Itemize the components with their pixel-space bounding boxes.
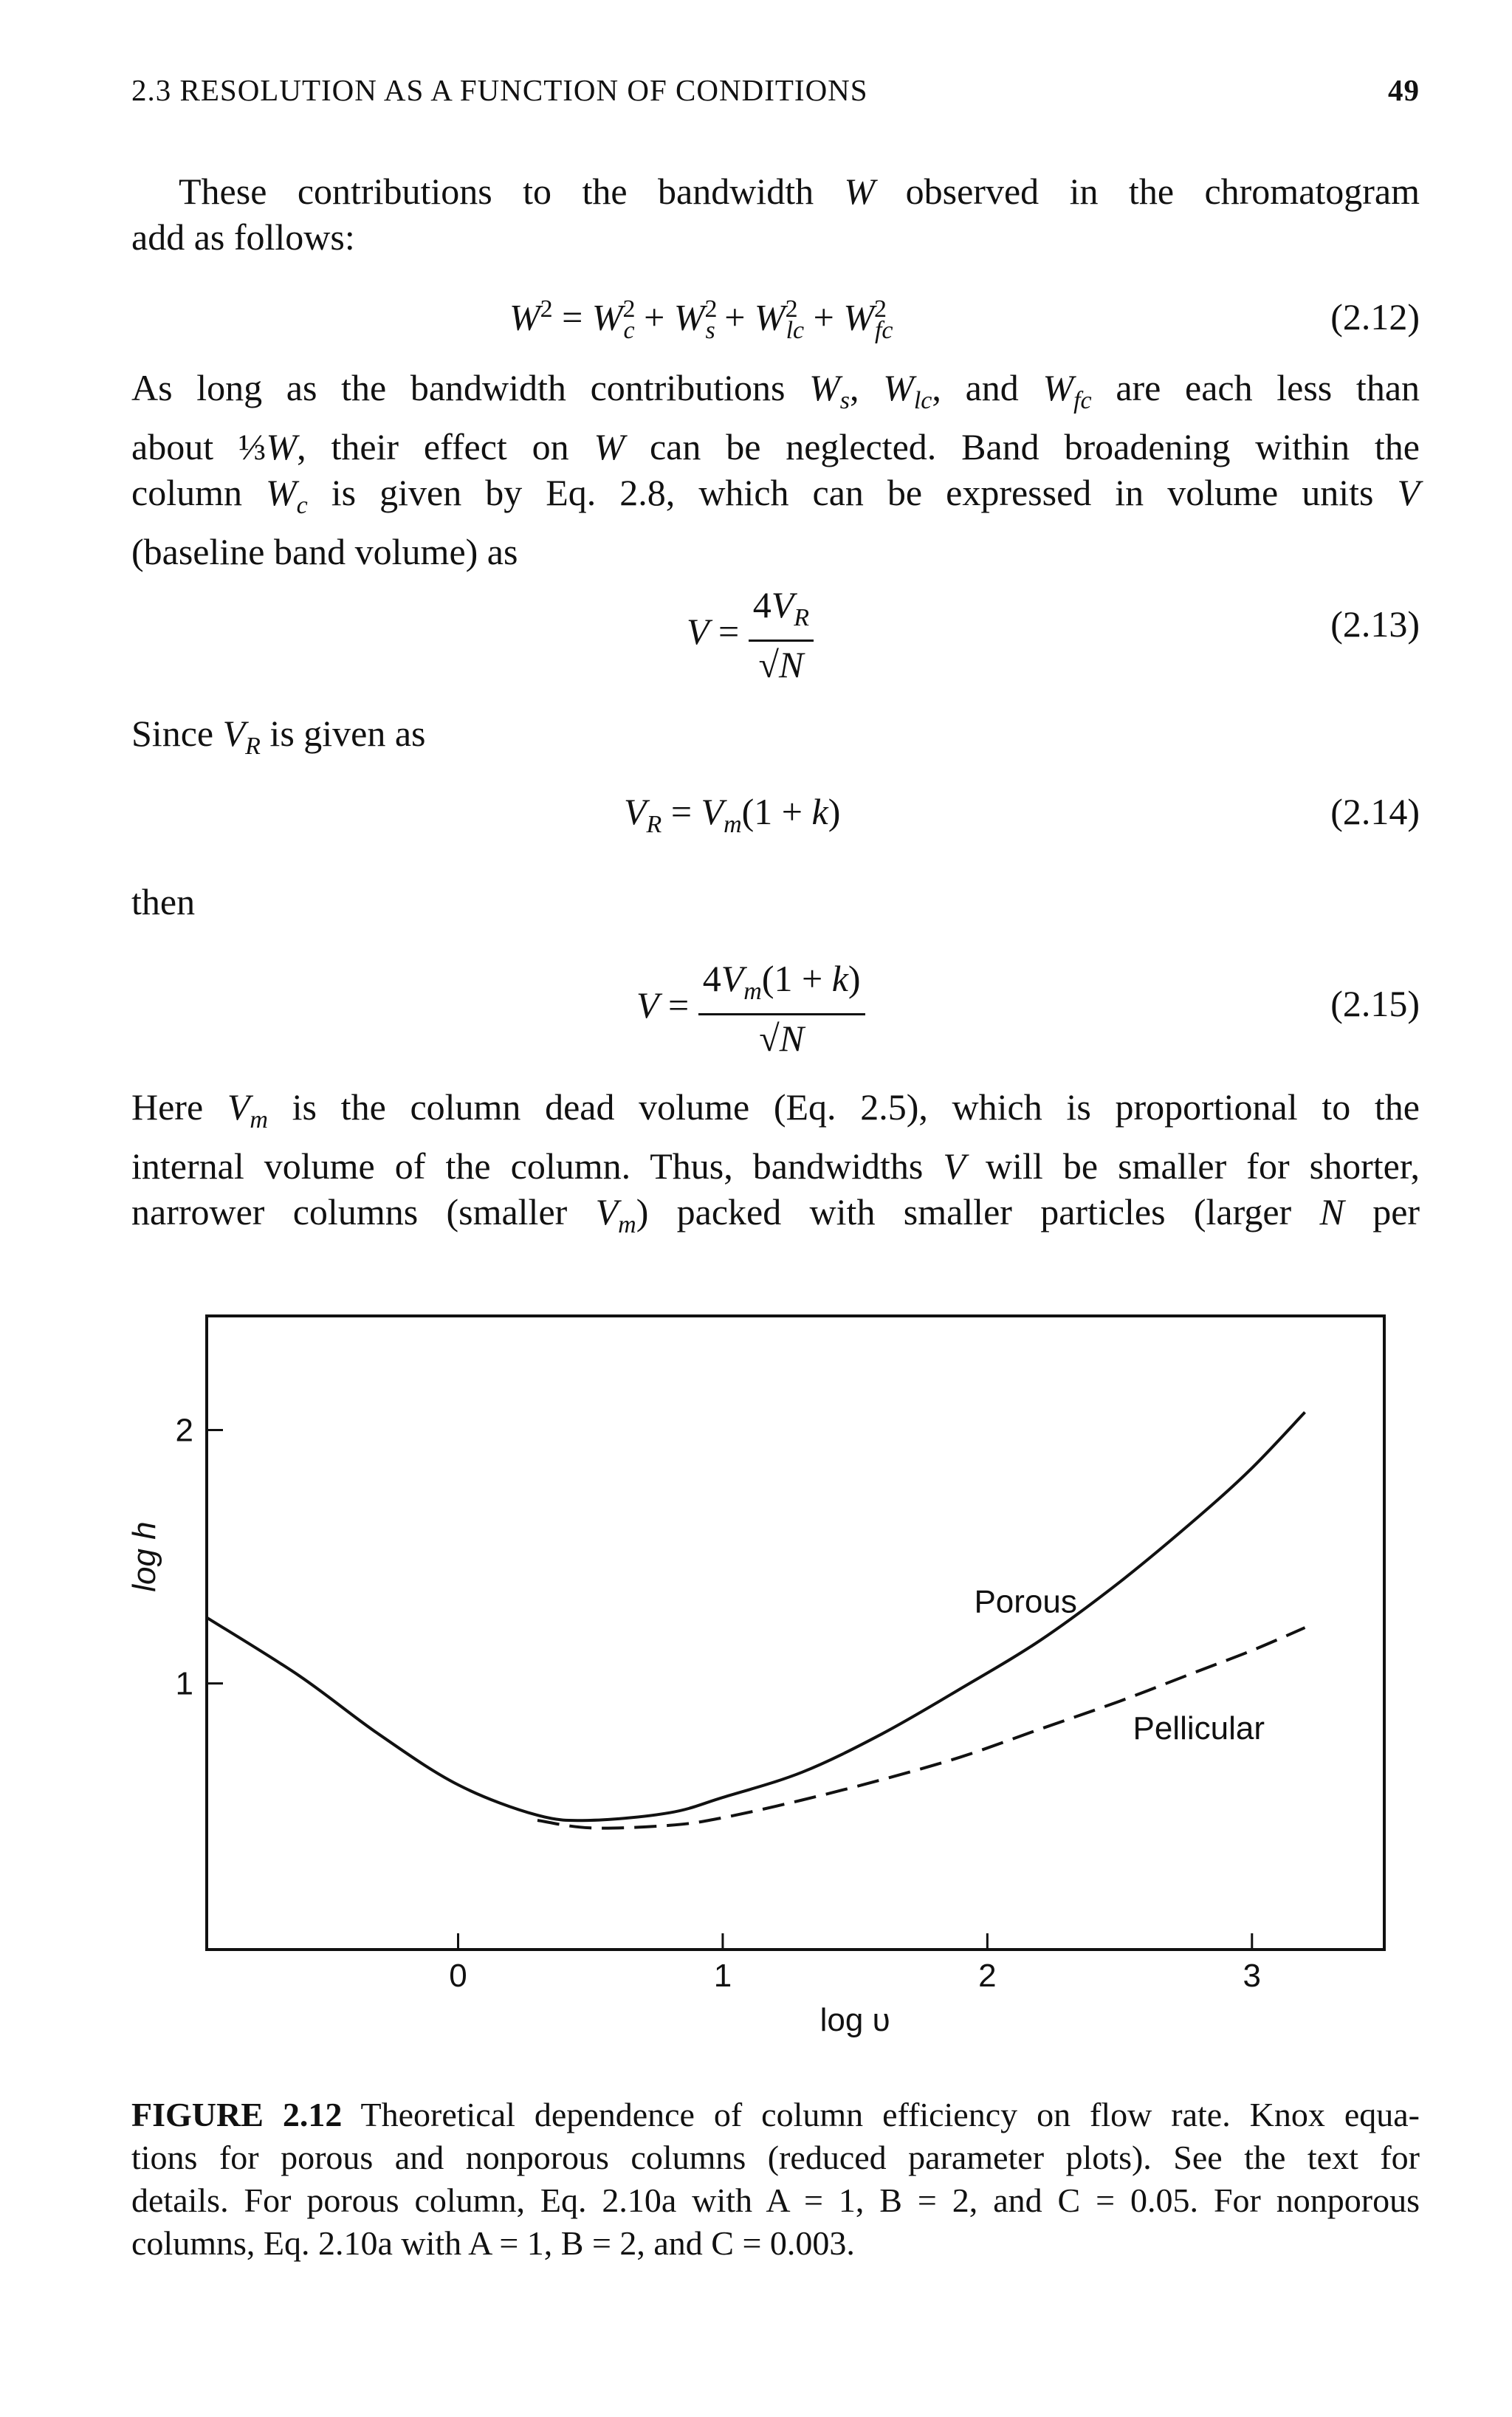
paragraph-line: As long as the bandwidth contributions $W_s$, $W_{lc}$, and $W_{fc}$ are each less than [131,367,1420,414]
x-axis-ticks [449,1933,1261,1994]
equation-2-12: $W^2 = W^2_c + W^2_s + W^2_{lc} + W^2_{fc}$ [509,295,893,344]
equation-number-2-14: (2.14) [1330,791,1420,832]
paragraph-line: internal volume of the column. Thus, bandwidths V will be smaller for shorter, [131,1145,1420,1187]
paragraph-line: column $W_c$ is given by Eq. 2.8, which can be expressed in volume units V [131,472,1420,519]
equation-number-2-12: (2.12) [1330,296,1420,337]
paragraph-line: about ⅓W, their effect on W can be neglected. Band broadening within the [131,426,1420,467]
figure-label: FIGURE 2.12 [131,2096,343,2133]
y-tick-label: 1 [175,1665,193,1702]
chart-svg [118,1300,1432,2046]
paragraph-since [131,710,1420,769]
paragraph-line: add as follows: [131,216,355,258]
series-layer [207,1412,1305,1828]
paragraph-bandwidth-contributions [131,365,1420,575]
paragraph-line: then [131,881,196,922]
paragraph-then [131,879,1420,925]
running-head-title: 2.3 RESOLUTION AS A FUNCTION OF CONDITIONS [131,73,868,107]
paragraph-line: Here $V_m$ is the column dead volume (Eq. 2.5), which is proportional to the [131,1086,1420,1134]
equation-2-14: $V_R = V_m(1 + k)$ [624,791,841,838]
paragraph-line: (baseline band volume) as [131,531,518,572]
caption-line: columns, Eq. 2.10a with A = 1, B = 2, and C = 0.003. [131,2224,855,2262]
equation-2-13: V = $\frac{4V_R}{√N}$ [687,583,814,688]
y-tick-label: 2 [175,1412,193,1449]
figure-2-12-chart [118,1300,1432,2046]
x-tick-label: 0 [449,1958,467,1994]
caption-line: tions for porous and nonporous columns (reduced parameter plots). See the text for [131,2139,1420,2176]
paragraph-line: These contributions to the bandwidth W observed in the chromatogram [179,171,1420,212]
page-number: 49 [1388,73,1420,107]
annotation-pellicular: Pellicular [1133,1710,1265,1747]
paragraph-line: narrower columns (smaller $V_m$) packed with smaller particles (larger N per [131,1191,1420,1238]
series-line-porous [207,1412,1305,1820]
x-axis-label: log υ [819,2002,890,2038]
figure-caption [131,2094,1420,2265]
paragraph-line: Since $V_R$ is given as [131,713,426,760]
x-tick-label: 3 [1243,1958,1262,1994]
paragraph-contributions [131,168,1420,260]
annotation-porous: Porous [974,1583,1077,1620]
caption-line: FIGURE 2.12 Theoretical dependence of column efficiency on flow rate. Knox equa- [131,2096,1420,2133]
y-axis-label: log h [126,1521,162,1592]
equation-number-2-13: (2.13) [1330,603,1420,645]
running-head [131,72,1420,117]
y-axis-ticks [176,1412,223,1701]
x-tick-label: 1 [713,1958,732,1994]
x-tick-label: 2 [978,1958,997,1994]
caption-line: details. For porous column, Eq. 2.10a with A = 1, B = 2, and C = 0.05. For nonporous [131,2181,1420,2219]
equation-number-2-15: (2.15) [1330,983,1420,1024]
equation-2-15: V = $\frac{4V_m(1 + k)}{√N}$ [636,957,865,1061]
plot-frame [207,1316,1384,1950]
paragraph-dead-volume [131,1084,1420,1248]
